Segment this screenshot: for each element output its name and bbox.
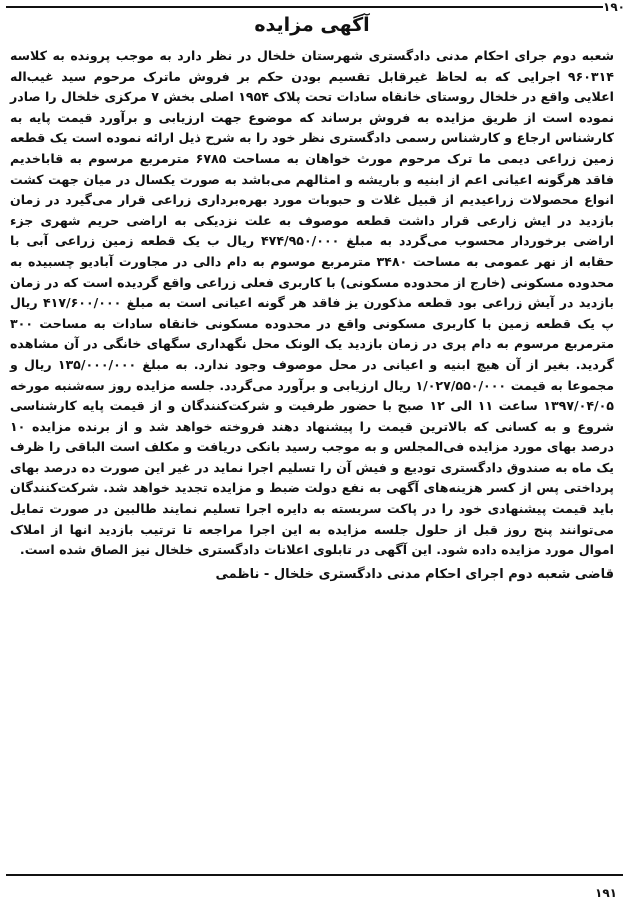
page-number-bottom: ۱۹۱ bbox=[595, 886, 617, 900]
notice-body: شعبه دوم جرای احکام مدنی دادگستری شهرستان خلخال در نظر دارد به موجب پرونده به کلاسه ۹۶۰۳۱۴ اجرایی که به لحاظ غیرقابل تقسیم بودن حکم بر فروش ماترک مرحوم سید غیب‌اله اعلایی واقع در خلخال روستای خانقاه سادات تحت پلاک ۱۹۵۴ اصلی بخش ۷ مرکزی خلخال را صادر نموده است از طریق مزایده به فروش برساند که موضوع جهت ارزیابی و برآورد قیمت پایه به کارشناس ارجاع و کارشناس رسمی دادگستری نظر خود را به شرح ذیل ارائه نموده است یک قطعه زمین زراعی دیمی ما ترک مرحوم مورث خواهان به مساحت ۶۷۸۵ مترمربع مرسوم به قاباخدیم فاقد هرگونه اعیانی اعم از ابنیه و باریشه و امثالهم می‌باشد به صورت یکسال در میان جهت کشت انواع محصولات زراعیدیم از قبیل غلات و حبوبات مورد بهره‌برداری زراعی قرار می‌گیرد در زمان بازدید در ایش زارعی قرار داشت قطعه موصوف به علت نزدیکی به اراضی حریم شهری جزء اراضی برخوردار محسوب می‌گردد به مبلغ ۴۷۴/۹۵۰/۰۰۰ ریال ب یک قطعه زمین زراعی آبی با حقابه از نهر عمومی به مساحت ۳۴۸۰ مترمربع موسوم به دام دالی در مجاورت آبادیو چسبیده به محدوده مسکونی (خارج از محدوده مسکونی) با کاربری فعلی زراعی واقع گردیده است که در زمان بازدید در آیش زراعی بود قطعه مذکورن یز فاقد هر گونه اعیانی است به مبلغ ۴۱۷/۶۰۰/۰۰۰ ریال پ یک قطعه زمین با کاربری مسکونی واقع در محدوده مسکونی خانقاه سادات به مساحت ۳۰۰ مترمربع مرسوم به دام پری در زمان بازدید یک الونک محل نگهداری سگهای خانگی در آن مشاهده گردید. بغیر از آن هیچ ابنیه و اعیانی در محل موصوف وجود ندارد. به مبلغ ۱۳۵/۰۰۰/۰۰۰ ریال و مجموعا به قیمت ۱/۰۲۷/۵۵۰/۰۰۰ ریال ارزیابی و برآورد می‌گردد. جلسه مزایده روز سه‌شنبه مورخه ۱۳۹۷/۰۴/۰۵ ساعت ۱۱ الی ۱۲ صبح با حضور طرفیت و شرکت‌کنندگان و از قیمت پایه کارشناسی شروع و به کسانی که بالاترین قیمت را پیشنهاد دهند فروخته خواهد شد و از برنده مزایده ۱۰ درصد بهای مورد مزایده فی‌المجلس و به موجب رسید بانکی دریافت و مکلف است الباقی را ظرف یک ماه به صندوق دادگستری تودیع و فیش آن را تسلیم اجرا نماید در غیر این صورت ده درصد بهای پرداختی پس از کسر هزینه‌های آگهی به نفع دولت ضبط و مزایده تجدید خواهد شد. شرکت‌کنندگان باید قیمت پیشنهادی خود را در پاکت سربسته به دایره اجرا تسلیم نمایند طالبین در صورت تمایل می‌توانند پنج روز قبل از حلول جلسه مزایده به این اجرا مراجعه تا ترتیب بازدید انها از املاک اموال مورد مزایده داده شود. این آگهی در تابلوی اعلانات دادگستری خلخال نیز الصاق شده است. bbox=[10, 48, 615, 558]
top-divider bbox=[6, 6, 603, 8]
bottom-divider bbox=[6, 874, 623, 876]
notice-title: آگهی مزایده bbox=[254, 14, 370, 36]
notice-signature: قاضی شعبه دوم اجرای احکام مدنی دادگستری خلخال - ناظمی bbox=[215, 566, 614, 582]
page-number-top: ۱۹۰ bbox=[603, 0, 625, 14]
auction-notice bbox=[10, 14, 614, 585]
